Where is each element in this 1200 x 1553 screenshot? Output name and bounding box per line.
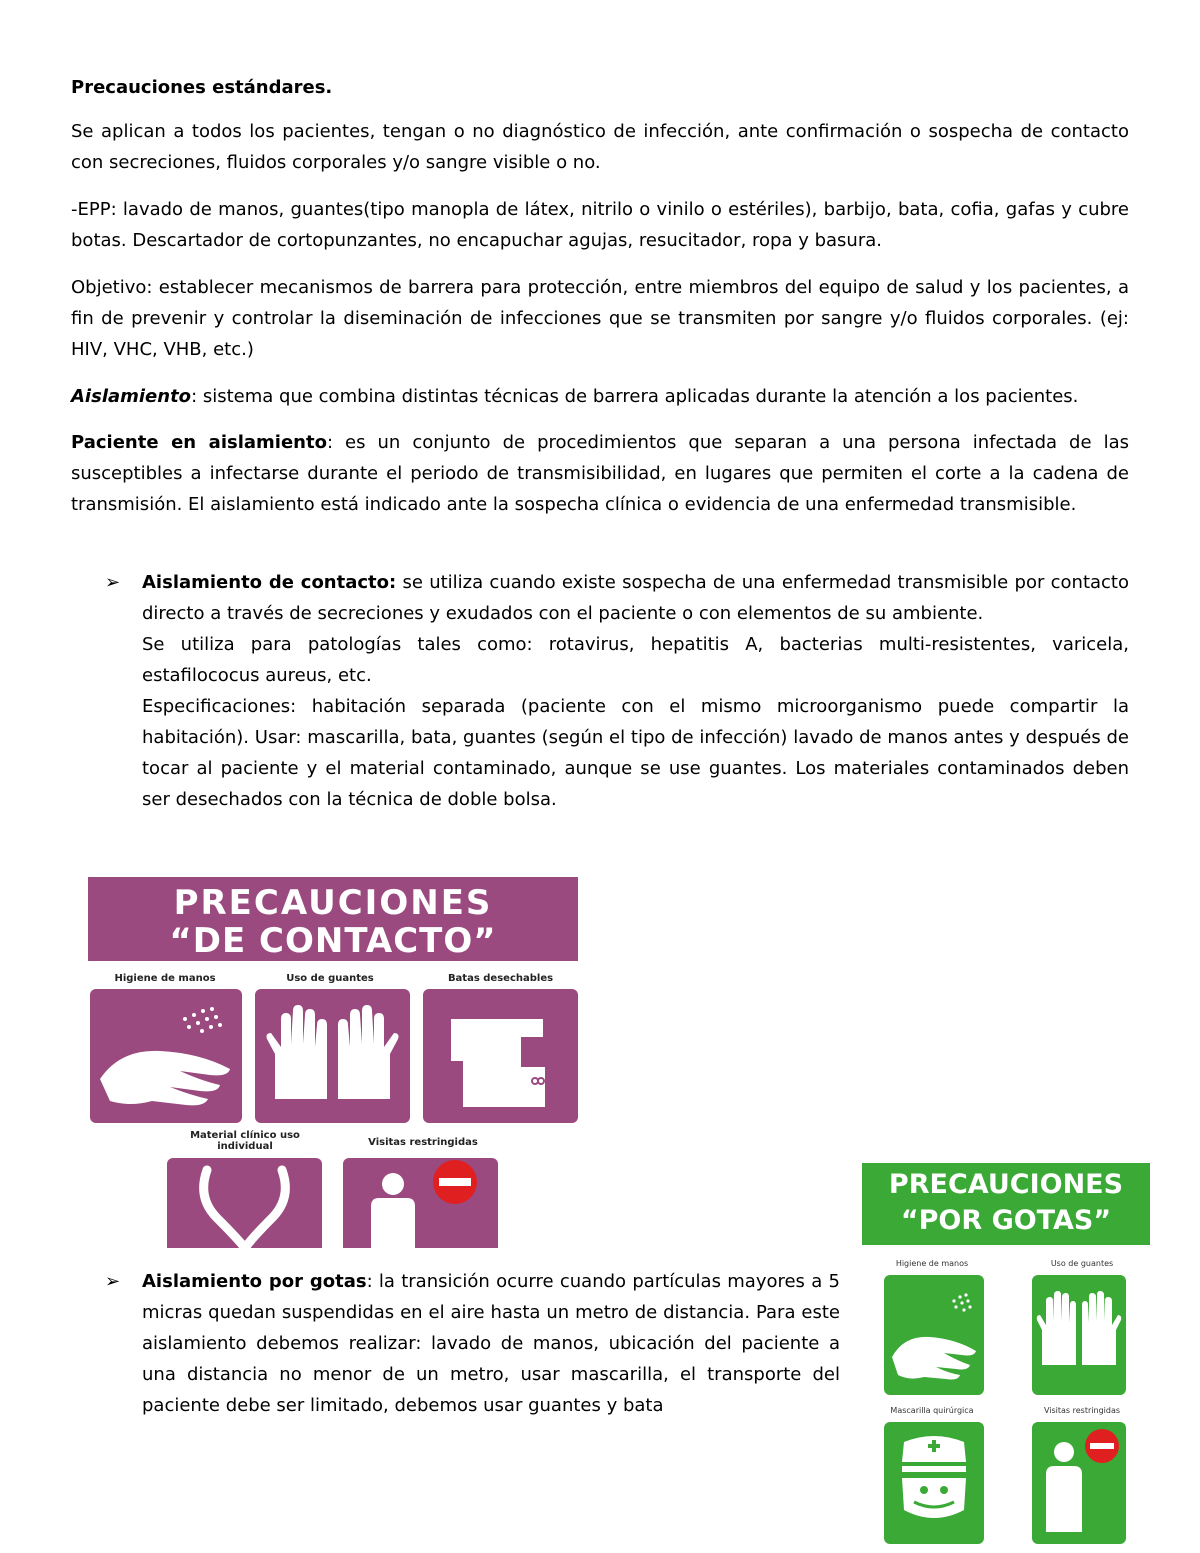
term-aislamiento-contacto: Aislamiento de contacto: — [142, 572, 397, 593]
gloves-icon — [1032, 1275, 1126, 1395]
poster-contacto-header: PRECAUCIONES “DE CONTACTO” — [88, 877, 578, 961]
definition-aislamiento: : sistema que combina distintas técnicas de barrera aplicadas durante la atención a los pacientes. — [191, 386, 1079, 407]
label-uso-guantes: Uso de guantes — [286, 973, 374, 984]
paragraph-objetivo: Objetivo: establecer mecanismos de barrera para protección, entre miembros del equipo de salud y los pacientes, a fin de prevenir y controlar la diseminación de infecciones que se transmiten por sangre y/o fluidos corporales. (ej: HIV, VHC, VHB, etc.) — [71, 277, 1129, 360]
definition-paciente-aislamiento: : es un conjunto de procedimientos que separan a una persona infectada de las susceptibles a infectarse durante el periodo de transmisibilidad, en lugares que permiten el corte a la cadena de transmisión. El aislamiento está indicado ante la sospecha clínica o evidencia de una enfermedad transmisible. — [71, 432, 1129, 515]
section-heading: Precauciones estándares. — [71, 77, 333, 98]
label-uso-guantes: Uso de guantes — [1050, 1259, 1114, 1268]
term-aislamiento-gotas: Aislamiento por gotas — [142, 1271, 367, 1292]
label-higiene-manos: Higiene de manos — [895, 1259, 969, 1268]
label-material-clinico: Material clínico uso individual — [190, 1130, 300, 1152]
paragraph-paciente-aislamiento — [71, 427, 1129, 520]
term-paciente-aislamiento: Paciente en aislamiento — [71, 432, 327, 453]
paragraph-aislamiento — [71, 381, 1129, 412]
restricted-visits-icon — [343, 1158, 498, 1248]
label-mascarilla-quirurgica: Mascarilla quirúrgica — [890, 1406, 974, 1415]
surgical-mask-icon — [884, 1422, 984, 1544]
label-visitas-restringidas: Visitas restringidas — [1043, 1406, 1121, 1415]
hand-hygiene-icon — [884, 1275, 984, 1395]
poster-precauciones-contacto — [85, 875, 580, 1248]
arrow-bullet-icon: ➢ — [105, 1271, 121, 1292]
gloves-icon — [255, 989, 410, 1123]
poster-gotas-header: PRECAUCIONES “POR GOTAS” — [862, 1163, 1150, 1245]
label-visitas-restringidas: Visitas restringidas — [368, 1137, 478, 1148]
especificaciones-text: Especificaciones: habitación separada (paciente con el mismo microorganismo puede compartir la habitación). Usar: mascarilla, bata, guantes (según el tipo de infección) lavado de manos antes y después de tocar al paciente y el material contaminado, aunque se use guantes. Los materiales contaminados deben ser desechados con la técnica de doble bolsa. — [142, 696, 1129, 810]
label-batas-desechables: Batas desechables — [447, 973, 554, 984]
label-higiene-manos: Higiene de manos — [114, 973, 216, 984]
paragraph-epp: -EPP: lavado de manos, guantes(tipo manopla de látex, nitrilo o vinilo o estériles), barbijo, bata, cofia, gafas y cubre botas. Descartador de cortopunzantes, no encapuchar agujas, resucitador, ropa y basura. — [71, 199, 1129, 251]
term-aislamiento: Aislamiento — [71, 386, 192, 407]
arrow-bullet-icon: ➢ — [105, 572, 121, 593]
patologias-text: Se utiliza para patologías tales como: rotavirus, hepatitis A, bacterias multi-resistentes, varicela, estafilococus aureus, etc. — [142, 634, 1129, 686]
paragraph-1: Se aplican a todos los pacientes, tengan o no diagnóstico de infección, ante confirmación o sospecha de contacto con secreciones, fluidos corporales y/o sangre visible o no. — [71, 121, 1129, 173]
hand-hygiene-icon — [90, 989, 242, 1123]
gown-icon — [423, 989, 578, 1123]
restricted-visits-icon — [1032, 1422, 1126, 1544]
document-page: Precauciones estándares. Se aplican a todos los pacientes, tengan o no diagnóstico de infección, ante confirmación o sospecha de contacto con secreciones, fluidos corporales y/o sangre visible o no. -EPP: lavado de manos, guantes(tipo manopla de látex, nitrilo o vinilo o estériles), barbijo, bata, cofia, gafas y cubre botas. Descartador de cortopunzantes, no encapuchar agujas, resucitador, ropa y basura. Objetivo: establecer mecanismos de barrera para protección, entre miembros del equipo de salud y los pacientes, a fin de prevenir y controlar la diseminación de infecciones que se transmiten por sangre y/o fluidos corporales. (ej: HIV, VHC, VHB, etc.) Aislamiento: sistema que combina distintas técnicas de barrera aplicadas durante la atención a los pacientes. Paciente en aislamiento: es un conjunto de procedimientos que separan a una persona infectada de las susceptibles a infectarse durante el periodo de transmisibilidad, en lugares que permiten el corte a la cadena de transmisión. El aislamiento está indicado ante la sospecha clínica o evidencia de una enfermedad transmisible. ➢ Aislamiento de contacto: se utiliza cuando existe sospecha de una enfermedad transmisible por contacto directo a través de secreciones y exudados con el paciente o con elementos de su ambiente. Se utiliza para patologías tales como: rotavirus, hepatitis A, bacterias multi-resistentes, varicela, estafilococus aureus, etc. Especificaciones: habitación separada (paciente con el mismo microorganismo puede compartir la habitación). Usar: mascarilla, bata, guantes (según el tipo de infección) lavado de manos antes y después de tocar al paciente y el material contaminado, aunque se use guantes. Los materiales contaminados deben ser desechados con la técnica de doble bolsa. PRECAUCIONES “DE CONTACTO” Higiene de manos Uso de guantes Batas desechables Material clínico uso individual Visitas restringidas ➢ Aislamiento por gotas: la transición ocurre cuando partículas mayores a 5 micras quedan suspendidas en el aire hasta un metro de distancia. Para este aislamiento debemos realizar: lavado de manos, ubicación del paciente a una distancia no menor de un metro, usar mascarilla, el transporte del paciente debe ser limitado, debemos usar guantes y bata PRECAUCIONES “POR GOTAS” Higiene de manos Uso de guantes Mascarilla quirúrgica Visitas restringidas — [0, 0, 1200, 1553]
stethoscope-icon — [167, 1158, 322, 1248]
poster-precauciones-gotas — [862, 1163, 1152, 1548]
